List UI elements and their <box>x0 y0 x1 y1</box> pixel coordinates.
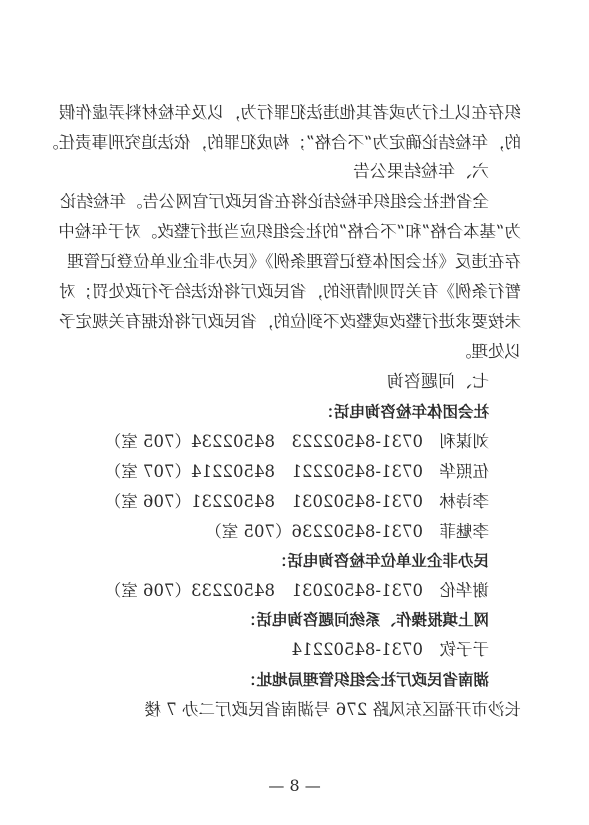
contact-line: 刘谋利 0731-84502223 84502234（705 室） <box>104 432 489 451</box>
section-6-title: 六、年检结果公告 <box>353 162 489 182</box>
contact-line: 于子钦 0731-84502214 <box>291 640 489 659</box>
page-number: — 8 — <box>268 776 321 795</box>
social-groups-heading: 社会团体年检咨询电话： <box>318 403 489 421</box>
online-system-heading: 网上填报操作、系统问题咨询电话： <box>240 611 489 629</box>
paragraph-line: 的，年检结论确定为“不合格”；构成犯罪的，依法追究刑事责任。 <box>42 133 521 152</box>
section-7-title: 七、问题咨询 <box>387 372 489 392</box>
paragraph-line: 以处理。 <box>455 342 521 361</box>
contact-line: 谢华伦 0731-84502031 84502233（706 室） <box>104 581 489 600</box>
contact-line: 李诗林 0731-84502031 84502231（706 室） <box>104 492 489 511</box>
contact-line: 伍照华 0731-84502221 84502214（707 室） <box>104 462 489 481</box>
address-heading: 湖南省民政厅社会组织管理局地址： <box>240 671 489 689</box>
address-text: 长沙市开福区东风路 276 号湖南省民政厅二办 7 楼 <box>144 700 521 719</box>
paragraph-line: 全省性社会组织年检结论将在省民政厅官网公告。年检结论 <box>60 192 489 211</box>
contact-line: 李魅菲 0731-84502236（705 室） <box>205 522 489 541</box>
paragraph-line: 未按要求进行整改或整改不到位的，省民政厅将依据有关规定予 <box>59 312 521 331</box>
paragraph-line: 暂行条例》有关罚则情形的，省民政厅将依法给予行政处罚；对 <box>59 282 521 301</box>
paragraph-line: 为“基本合格”和“不合格”的社会组织应当进行整改。对于年检中 <box>58 222 521 241</box>
paragraph-line: 织存在以上行为或者其他违法犯罪行为，以及年检材料弄虚作假 <box>59 103 521 122</box>
private-nonenterprise-heading: 民办非企业单位年检咨询电话： <box>271 552 489 570</box>
paragraph-line: 存在违反《社会团体登记管理条例》《民办非企业单位登记管理 <box>67 252 521 271</box>
